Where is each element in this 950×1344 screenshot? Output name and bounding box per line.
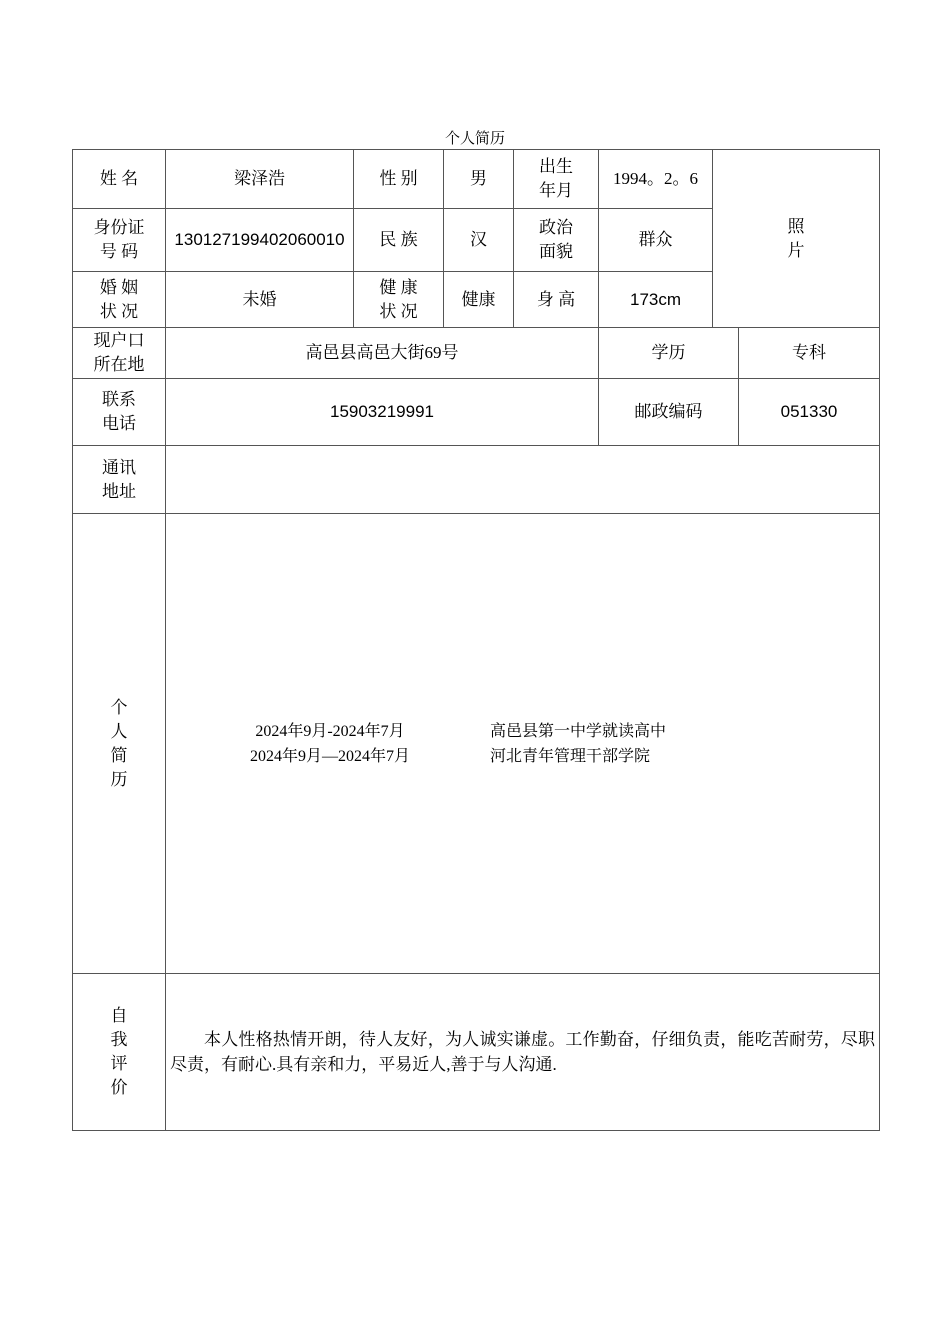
residence-value: 高邑县高邑大街69号 — [166, 328, 599, 379]
history-place: 河北青年管理干部学院 — [490, 747, 651, 765]
history-entry — [170, 744, 875, 769]
birth-value: 1994。2。6 — [599, 150, 713, 209]
history-entry — [170, 719, 875, 744]
history-label: 个 人 简 历 — [73, 514, 166, 974]
name-value: 梁泽浩 — [166, 150, 354, 209]
address-label: 通讯 地址 — [73, 446, 166, 514]
height-label: 身 高 — [514, 272, 599, 328]
marital-label: 婚 姻 状 况 — [73, 272, 166, 328]
photo-placeholder: 照 片 — [713, 150, 880, 328]
id-label: 身份证 号 码 — [73, 209, 166, 272]
evaluation-text: 本人性格热情开朗，待人友好，为人诚实谦虚。工作勤奋，仔细负责，能吃苦耐劳，尽职尽责，有耐心.具有亲和力，平易近人,善于与人沟通. — [170, 1030, 875, 1074]
evaluation-content — [166, 974, 880, 1131]
residence-label: 现户口 所在地 — [73, 328, 166, 379]
education-label: 学历 — [599, 328, 739, 379]
birth-label: 出生 年月 — [514, 150, 599, 209]
resume-table — [72, 149, 880, 1131]
history-content — [166, 514, 880, 974]
gender-value: 男 — [444, 150, 514, 209]
education-value: 专科 — [739, 328, 880, 379]
history-period: 2024年9月-2024年7月 — [255, 722, 405, 740]
health-value: 健康 — [444, 272, 514, 328]
height-value: 173cm — [599, 272, 713, 328]
document-title: 个人简历 — [444, 131, 505, 147]
political-value: 群众 — [599, 209, 713, 272]
name-label: 姓 名 — [73, 150, 166, 209]
postcode-value: 051330 — [739, 379, 880, 446]
health-label: 健 康 状 况 — [354, 272, 444, 328]
political-label: 政治 面貌 — [514, 209, 599, 272]
marital-value: 未婚 — [166, 272, 354, 328]
id-value: 130127199402060010 — [166, 209, 354, 272]
ethnicity-value: 汉 — [444, 209, 514, 272]
ethnicity-label: 民 族 — [354, 209, 444, 272]
phone-label: 联系 电话 — [73, 379, 166, 446]
phone-value: 15903219991 — [166, 379, 599, 446]
postcode-label: 邮政编码 — [599, 379, 739, 446]
history-place: 高邑县第一中学就读高中 — [490, 722, 667, 740]
history-period: 2024年9月—2024年7月 — [249, 747, 410, 765]
gender-label: 性 别 — [354, 150, 444, 209]
evaluation-label: 自 我 评 价 — [73, 974, 166, 1131]
address-value — [166, 446, 880, 514]
